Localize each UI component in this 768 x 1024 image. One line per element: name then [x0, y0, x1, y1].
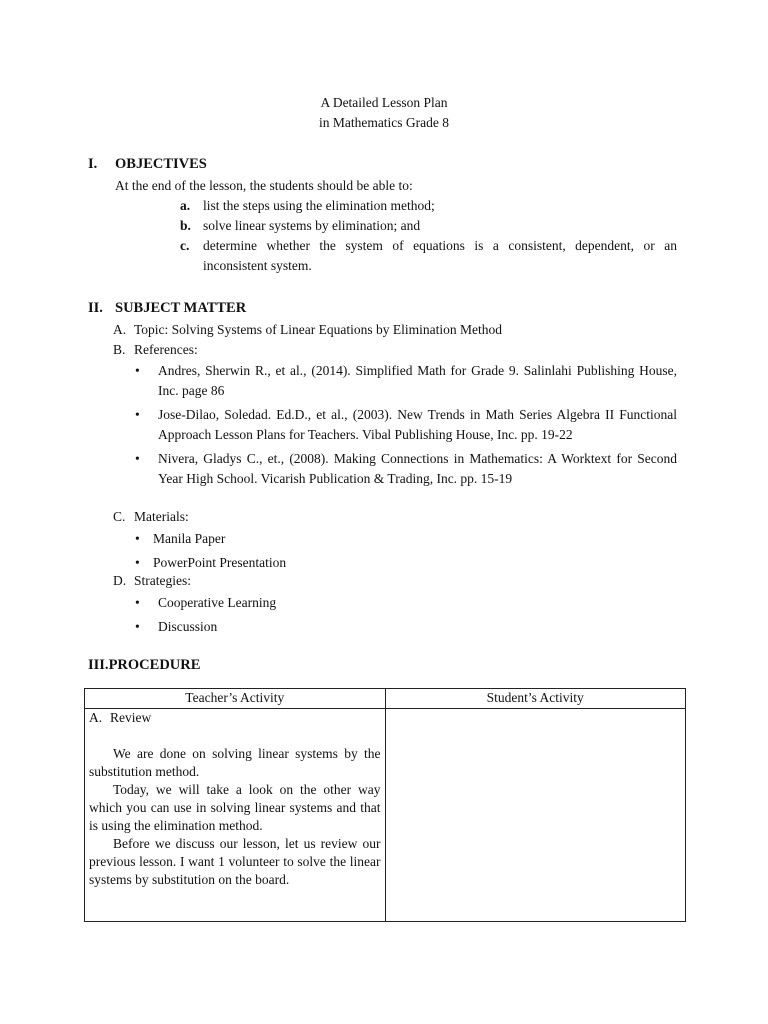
reference-item [133, 361, 677, 401]
strategies-label: D. [113, 573, 127, 588]
references-heading-text: References: [134, 342, 198, 357]
teacher-paragraph: Before we discuss our lesson, let us review our previous lesson. I want 1 volunteer to solve the linear systems by substitution on the board. [89, 836, 381, 887]
bullet-icon: • [135, 363, 140, 378]
procedure-heading-text: PROCEDURE [108, 657, 201, 673]
strategies-heading [113, 571, 191, 591]
reference-text: Andres, Sherwin R., et al., (2014). Simplified Math for Grade 9. Salinlahi Publishing House, Inc. page 86 [158, 363, 677, 398]
topic-label: A. [113, 322, 127, 337]
title-line-2: in Mathematics Grade 8 [318, 115, 450, 130]
objective-label: a. [180, 198, 191, 213]
subject-matter-heading [88, 298, 246, 318]
strategy-item [133, 617, 677, 637]
material-text: PowerPoint Presentation [153, 555, 287, 570]
strategy-text: Discussion [158, 619, 218, 634]
objective-text: list the steps using the elimination method; [203, 198, 435, 213]
procedure-table [84, 688, 686, 922]
teacher-paragraph: We are done on solving linear systems by the substitution method. [89, 746, 381, 779]
procedure-number: III. [88, 657, 109, 673]
material-item [133, 529, 677, 549]
reference-item [133, 405, 677, 445]
bullet-icon: • [135, 407, 140, 422]
materials-label: C. [113, 509, 126, 524]
material-text: Manila Paper [153, 531, 226, 546]
teacher-paragraph: Today, we will take a look on the other way which you can use in solving linear systems and that is using the elimination method. [89, 782, 381, 833]
objective-item [180, 236, 677, 276]
topic-line [113, 320, 502, 340]
teacher-activity-cell [85, 709, 386, 922]
review-heading-text: Review [110, 710, 152, 725]
reference-item [133, 449, 677, 489]
references-list [133, 361, 677, 493]
objectives-intro: At the end of the lesson, the students should be able to: [115, 178, 413, 193]
subject-matter-heading-text: SUBJECT MATTER [115, 300, 247, 316]
bullet-icon: • [135, 555, 140, 570]
strategy-text: Cooperative Learning [158, 595, 277, 610]
references-label: B. [113, 342, 126, 357]
material-item [133, 553, 677, 573]
title-line-1: A Detailed Lesson Plan [320, 95, 448, 110]
table-row [85, 709, 686, 922]
reference-text: Jose-Dilao, Soledad. Ed.D., et al., (2003). New Trends in Math Series Algebra II Functional Approach Lesson Plans for Teachers. Vibal Publishing House, Inc. pp. 19-22 [158, 407, 677, 442]
objectives-heading-text: OBJECTIVES [115, 156, 207, 172]
reference-text: Nivera, Gladys C., et., (2008). Making Connections in Mathematics: A Worktext for Second Year High School. Vicarish Publication & Trading, Inc. pp. 15-19 [158, 451, 677, 486]
objective-item [180, 196, 677, 216]
table-header-row [85, 689, 686, 709]
subject-matter-number: II. [88, 300, 103, 316]
student-activity-cell [385, 709, 686, 922]
objective-label: b. [180, 218, 191, 233]
bullet-icon: • [135, 595, 140, 610]
materials-heading-text: Materials: [134, 509, 189, 524]
strategies-heading-text: Strategies: [134, 573, 191, 588]
objectives-heading [88, 154, 207, 174]
objective-text: determine whether the system of equations is a consistent, dependent, or an inconsistent system. [203, 238, 677, 273]
strategy-item [133, 593, 677, 613]
bullet-icon: • [135, 531, 140, 546]
review-heading [89, 709, 381, 727]
references-heading [113, 340, 198, 360]
student-activity-header: Student’s Activity [385, 689, 686, 709]
objective-item [180, 216, 677, 236]
bullet-icon: • [135, 451, 140, 466]
document-title [0, 93, 768, 133]
materials-list [133, 529, 677, 577]
objective-label: c. [180, 238, 190, 253]
teacher-activity-header: Teacher’s Activity [85, 689, 386, 709]
procedure-heading [88, 655, 200, 675]
objectives-number: I. [88, 156, 98, 172]
bullet-icon: • [135, 619, 140, 634]
strategies-list [133, 593, 677, 641]
topic-text: Topic: Solving Systems of Linear Equations by Elimination Method [134, 322, 503, 337]
review-label: A. [89, 710, 103, 725]
objectives-list [180, 196, 677, 276]
objective-text: solve linear systems by elimination; and [203, 218, 421, 233]
materials-heading [113, 507, 189, 527]
